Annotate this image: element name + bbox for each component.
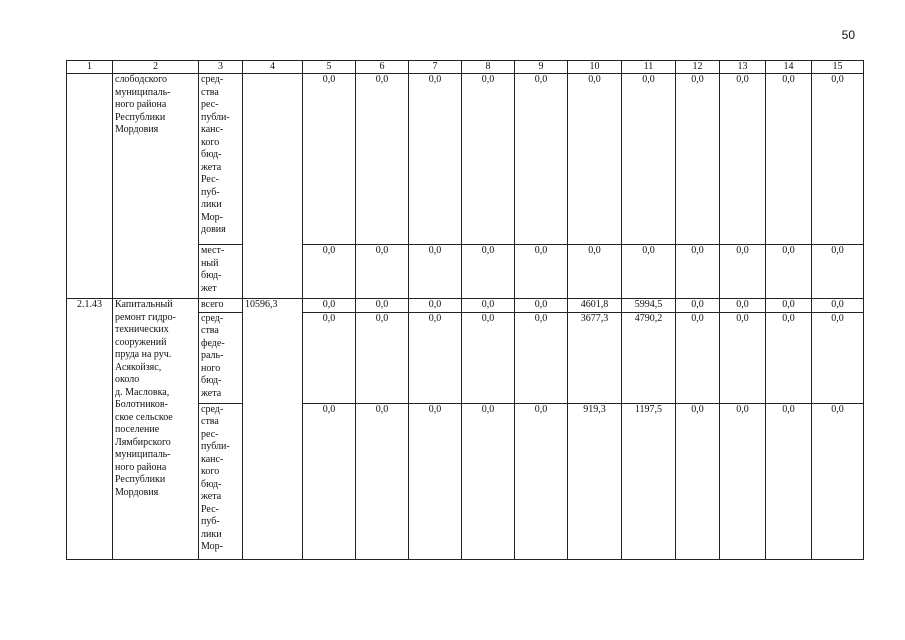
source-line: лики [201, 528, 222, 540]
source-line: сред- [201, 74, 224, 85]
source-line: жета [201, 161, 222, 173]
page-number: 50 [841, 28, 855, 42]
col-header: 14 [766, 61, 812, 74]
value-cell: 0,0 [356, 299, 409, 313]
col-header: 4 [243, 61, 303, 74]
value-cell: 0,0 [676, 299, 720, 313]
source-line: Рес- [201, 503, 219, 515]
value-cell: 0,0 [720, 299, 766, 313]
name-line: Мордовия [115, 124, 159, 135]
value-cell: 5994,5 [622, 299, 676, 313]
source-line: жета [201, 491, 222, 502]
source-line: канс- [201, 124, 224, 135]
source-line: бюд- [201, 270, 222, 281]
source-line: пуб- [201, 516, 220, 527]
name-line: ское сельское [115, 411, 173, 423]
value-cell: 0,0 [766, 74, 812, 245]
name-line: Капитальный [115, 299, 173, 310]
value-cell: 0,0 [409, 74, 462, 245]
value-cell: 0,0 [409, 312, 462, 403]
item-name-cell [113, 74, 199, 299]
value-cell: 0,0 [409, 299, 462, 313]
name-line: Асякойзяс, [115, 361, 162, 373]
value-cell: 0,0 [568, 74, 622, 245]
value-cell: 0,0 [766, 299, 812, 313]
source-line: кого [201, 136, 220, 148]
name-line: ного района [115, 461, 167, 473]
source-line: ного [201, 362, 221, 374]
value-cell: 0,0 [766, 312, 812, 403]
source-line: пуб- [201, 186, 220, 198]
value-cell: 0,0 [766, 245, 812, 299]
value-cell: 0,0 [720, 403, 766, 559]
source-line: жета [201, 387, 222, 399]
col-header: 15 [812, 61, 864, 74]
source-line: мест- [201, 245, 225, 256]
source-line: канс- [201, 453, 224, 465]
value-cell: 4601,8 [568, 299, 622, 313]
value-cell: 0,0 [812, 299, 864, 313]
source-line: раль- [201, 350, 224, 361]
value-cell: 0,0 [303, 312, 356, 403]
value-cell: 0,0 [462, 403, 515, 559]
value-cell: 0,0 [676, 245, 720, 299]
name-line: д. Масловка, [115, 386, 170, 398]
value-cell: 0,0 [303, 403, 356, 559]
value-cell: 0,0 [515, 403, 568, 559]
budget-table [66, 60, 864, 560]
source-line: ства [201, 325, 219, 336]
col-header: 8 [462, 61, 515, 74]
item-number-cell [67, 74, 113, 299]
source-line: Мор- [201, 541, 223, 552]
value-cell: 0,0 [356, 245, 409, 299]
name-line: технических [115, 324, 169, 335]
value-cell: 0,0 [409, 403, 462, 559]
source-all: всего [199, 299, 243, 313]
source-line: Рес- [201, 174, 219, 185]
source-line: ства [201, 86, 219, 98]
value-cell: 0,0 [720, 312, 766, 403]
value-cell: 0,0 [622, 245, 676, 299]
source-line: сред- [201, 403, 224, 415]
total-cell [243, 74, 303, 299]
value-cell: 0,0 [303, 74, 356, 245]
source-federal-budget [199, 312, 243, 403]
name-line: Республики [115, 474, 166, 485]
column-number-header [67, 61, 864, 74]
value-cell: 0,0 [462, 74, 515, 245]
source-local-budget [199, 245, 243, 299]
value-cell: 3677,3 [568, 312, 622, 403]
source-republic-budget [199, 74, 243, 245]
name-line: Мордовия [115, 486, 159, 498]
value-cell: 0,0 [766, 403, 812, 559]
value-cell: 0,0 [303, 299, 356, 313]
value-cell: 0,0 [812, 312, 864, 403]
value-cell: 0,0 [812, 245, 864, 299]
col-header: 7 [409, 61, 462, 74]
value-cell: 0,0 [462, 312, 515, 403]
table-row-continued-republic [67, 74, 864, 245]
value-cell: 0,0 [676, 403, 720, 559]
name-line: муниципаль- [115, 86, 171, 98]
value-cell: 0,0 [515, 312, 568, 403]
name-line: пруда на руч. [115, 349, 172, 360]
source-line: феде- [201, 337, 225, 349]
name-line: слободского [115, 74, 167, 85]
source-line: лики [201, 199, 222, 210]
source-republic-budget [199, 403, 243, 559]
value-cell: 0,0 [720, 245, 766, 299]
col-header: 5 [303, 61, 356, 74]
name-line: ремонт гидро- [115, 311, 176, 323]
value-cell: 0,0 [356, 403, 409, 559]
name-line: поселение [115, 424, 160, 435]
name-line: ного района [115, 99, 167, 110]
total-cell: 10596,3 [243, 299, 303, 560]
source-line: рес- [201, 99, 219, 110]
value-cell: 0,0 [568, 245, 622, 299]
col-header: 12 [676, 61, 720, 74]
source-line: рес- [201, 428, 219, 440]
name-line: Республики [115, 111, 166, 123]
value-cell: 0,0 [812, 403, 864, 559]
name-line: муниципаль- [115, 449, 171, 460]
value-cell: 1197,5 [622, 403, 676, 559]
source-line: кого [201, 466, 220, 477]
col-header: 13 [720, 61, 766, 74]
value-cell: 0,0 [462, 245, 515, 299]
name-line: Лямбирского [115, 436, 171, 448]
table-row-item-all [67, 299, 864, 313]
value-cell: 0,0 [303, 245, 356, 299]
name-line: около [115, 374, 140, 385]
source-line: ства [201, 416, 219, 427]
value-cell: 919,3 [568, 403, 622, 559]
value-cell: 0,0 [356, 312, 409, 403]
source-line: бюд- [201, 478, 222, 490]
source-line: ный [201, 257, 219, 269]
col-header: 6 [356, 61, 409, 74]
source-line: публи- [201, 441, 230, 452]
col-header: 11 [622, 61, 676, 74]
item-name-cell [113, 299, 199, 560]
col-header: 2 [113, 61, 199, 74]
col-header: 1 [67, 61, 113, 74]
source-line: жет [201, 282, 217, 294]
col-header: 3 [199, 61, 243, 74]
value-cell: 0,0 [515, 245, 568, 299]
source-line: довия [201, 224, 226, 235]
source-line: бюд- [201, 149, 222, 160]
col-header: 10 [568, 61, 622, 74]
value-cell: 0,0 [812, 74, 864, 245]
item-number-cell: 2.1.43 [67, 299, 113, 560]
value-cell: 0,0 [720, 74, 766, 245]
value-cell: 0,0 [676, 312, 720, 403]
col-header: 9 [515, 61, 568, 74]
source-line: сред- [201, 312, 224, 324]
source-line: публи- [201, 111, 230, 123]
source-line: бюд- [201, 375, 222, 386]
value-cell: 0,0 [515, 299, 568, 313]
name-line: Болотников- [115, 399, 168, 410]
name-line: сооружений [115, 336, 167, 348]
value-cell: 0,0 [409, 245, 462, 299]
source-line: Мор- [201, 211, 223, 223]
value-cell: 0,0 [676, 74, 720, 245]
value-cell: 0,0 [515, 74, 568, 245]
value-cell: 0,0 [356, 74, 409, 245]
value-cell: 0,0 [462, 299, 515, 313]
value-cell: 0,0 [622, 74, 676, 245]
value-cell: 4790,2 [622, 312, 676, 403]
